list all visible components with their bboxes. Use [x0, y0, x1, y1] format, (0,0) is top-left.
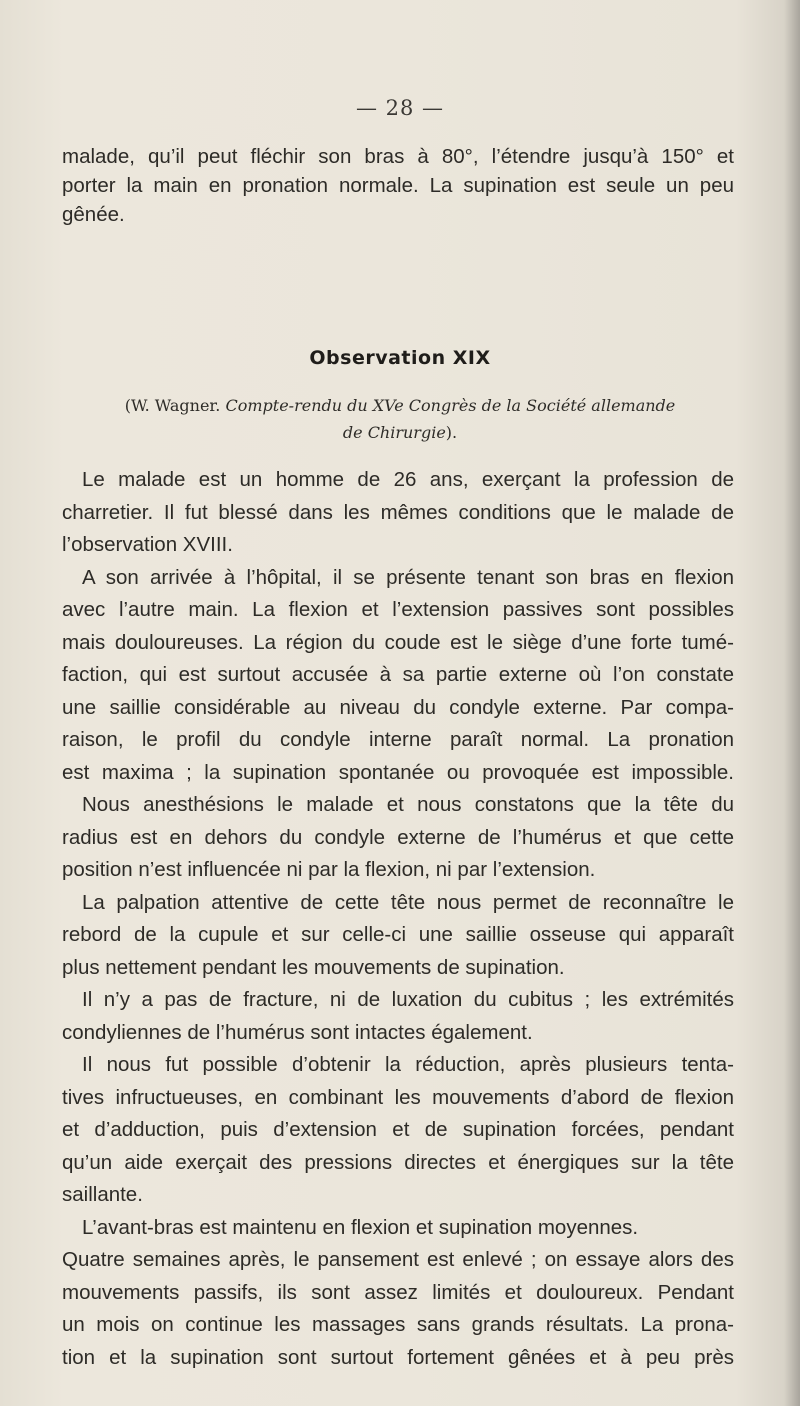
citation-close: ). — [445, 423, 458, 442]
intro-paragraph — [62, 142, 734, 229]
citation-line-2 — [0, 419, 800, 446]
text-line: un mois on continue les massages sans grands résultats. La prona- — [62, 1313, 734, 1336]
text-line: L’avant-bras est maintenu en flexion et supination moyennes. — [82, 1215, 639, 1239]
text-line: saillante. — [62, 1183, 143, 1206]
text-line: tives infructueuses, en combinant les mouvements d’abord de flexion — [62, 1085, 734, 1109]
text-line: Quatre semaines après, le pansement est enlevé ; on essaye alors des — [62, 1248, 734, 1271]
text-line: plus nettement pendant les mouvements de supination. — [62, 955, 565, 979]
text-line: La palpation attentive de cette tête nous permet de reconnaître le — [82, 890, 734, 914]
text-line: et d’adduction, puis d’extension et de supination forcées, pendant — [62, 1118, 734, 1141]
citation-title: Compte-rendu du XVe Congrès de la Société allemande — [225, 396, 676, 415]
text-line: Le malade est un homme de 26 ans, exerçant la profession de — [82, 468, 734, 491]
text-line: raison, le profil du condyle interne paraît normal. La pronation — [62, 728, 734, 751]
text-line: tion et la supination sont surtout fortement gênées et à peu près — [62, 1345, 734, 1369]
text-line: malade, qu’il peut fléchir son bras à 80°, l’étendre jusqu’à 150° et — [62, 145, 734, 168]
text-line: gênée. — [62, 203, 125, 226]
citation-title-cont: de Chirurgie — [342, 423, 446, 442]
citation-line-1 — [0, 392, 800, 419]
text-line: l’observation XVIII. — [62, 533, 233, 556]
text-line: avec l’autre main. La flexion et l’extension passives sont possibles — [62, 598, 734, 621]
citation-author: (W. Wagner. — [124, 396, 221, 415]
text-line: une saillie considérable au niveau du condyle externe. Par compa- — [62, 695, 734, 719]
page-number: — 28 — — [355, 96, 445, 120]
text-line: A son arrivée à l’hôpital, il se présente tenant son bras en flexion — [82, 565, 734, 589]
text-line: charretier. Il fut blessé dans les mêmes conditions que le malade de — [62, 500, 734, 524]
text-line: porter la main en pronation normale. La supination est seule un peu — [62, 174, 734, 197]
text-line: position n’est influencée ni par la flexion, ni par l’extension. — [62, 858, 596, 881]
text-line: faction, qui est surtout accusée à sa partie externe où l’on constate — [62, 663, 734, 686]
text-line: mouvements passifs, ils sont assez limités et douloureux. Pendant — [62, 1280, 734, 1304]
text-line: Il n’y a pas de fracture, ni de luxation du cubitus ; les extrémités — [82, 988, 734, 1011]
text-line: radius est en dehors du condyle externe de l’humérus et que cette — [62, 825, 734, 849]
text-line: mais douloureuses. La région du coude est le siège d’une forte tumé- — [62, 630, 734, 654]
text-line: qu’un aide exerçait des pressions directes et énergiques sur la tête — [62, 1150, 734, 1174]
text-line: condyliennes de l’humérus sont intactes également. — [62, 1020, 533, 1044]
text-line: rebord de la cupule et sur celle-ci une saillie osseuse qui apparaît — [62, 923, 734, 946]
citation — [0, 392, 800, 446]
observation-heading: Observation XIX — [309, 347, 491, 369]
text-line: est maxima ; la supination spontanée ou provoquée est impossible. — [62, 760, 734, 784]
observation-body — [62, 464, 734, 1374]
text-line: Il nous fut possible d’obtenir la réduction, après plusieurs tenta- — [82, 1053, 734, 1076]
text-line: Nous anesthésions le malade et nous constatons que la tête du — [82, 793, 734, 816]
